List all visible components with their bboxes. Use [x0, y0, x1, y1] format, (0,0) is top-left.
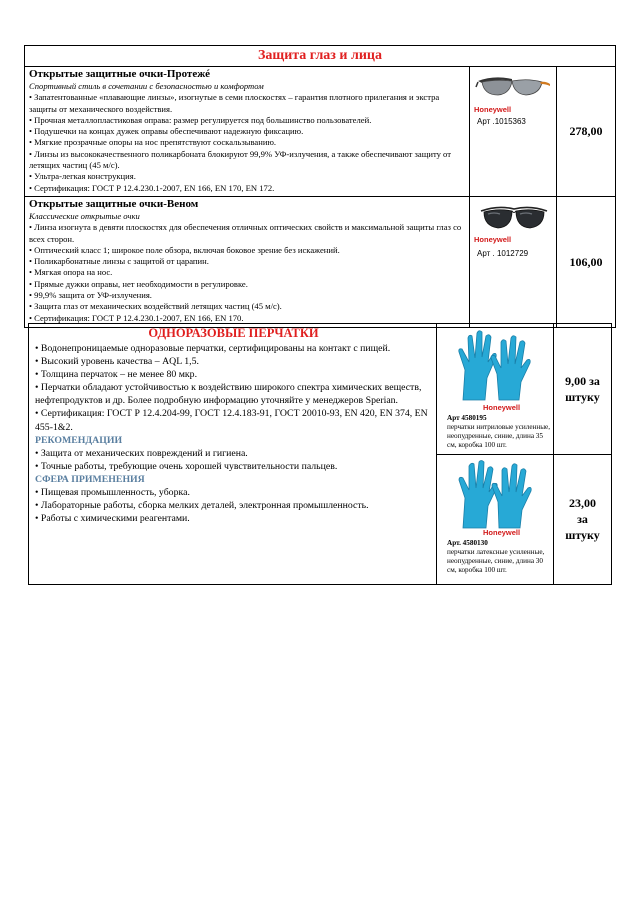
glove-cell-nitrile	[437, 324, 553, 454]
price-per: за	[577, 512, 588, 527]
disposable-gloves-table	[28, 323, 612, 585]
sport-glasses-image	[474, 72, 552, 102]
bullet: • Ультра-легкая конструкция.	[29, 171, 136, 182]
venom-glasses-image	[478, 201, 550, 235]
bullet: • Сертификация: ГОСТ Р 12.4.230.1-2007, EN 166, EN 170.	[29, 312, 244, 323]
bullet: • Подушечки на концах дужек оправы обеспечивают надежную фиксацию.	[29, 126, 304, 137]
bullet: • Мягкие прозрачные опоры на нос препятствуют соскальзыванию.	[29, 137, 277, 148]
bullet: • Мягкая опора на нос.	[29, 267, 113, 278]
bullet: • Оптический класс 1; широкое поле обзора, включая боковое зрение без искажений.	[29, 244, 340, 255]
product-row-protege	[25, 67, 615, 197]
bullet: • Запатентованные «плавающие линзы», изогнутые в семи плоскостях – гарантия плотного прилегания и экстра защиты от механического воздействия.	[29, 92, 440, 114]
product-price: 278,00	[556, 67, 615, 196]
application-header: СФЕРА ПРИМЕНЕНИЯ	[35, 473, 145, 485]
gloves-image-column	[436, 324, 553, 584]
gloves-price-column	[553, 324, 611, 584]
product-description	[25, 67, 469, 196]
price-latex	[554, 454, 611, 585]
price-value: 23,00	[569, 496, 596, 511]
bullet: • Линза изогнута в девяти плоскостях для обеспечения отличных оптических свойств и максимальной защиты глаз со всех сторон.	[29, 222, 462, 244]
product-description	[25, 197, 469, 327]
article-number: Арт 4580195	[447, 414, 487, 422]
honeywell-logo: Honeywell	[483, 527, 521, 537]
price-unit: штуку	[565, 528, 600, 543]
article-number: Арт .1015363	[477, 117, 526, 126]
bullet: • Работы с химическими реагентами.	[35, 513, 190, 525]
bullet: • Прямые дужки оправы, нет необходимости в регулировке.	[29, 278, 248, 289]
eye-protection-table	[24, 45, 616, 328]
product-subtitle: Классические открытые очки	[29, 211, 140, 221]
bullet: • Сертификация: ГОСТ Р 12.4.204-99, ГОСТ 12.4.183-91, ГОСТ 20010-93, EN 420, EN 374, EN 455-1&2.	[35, 408, 428, 433]
bullet: • Точные работы, требующие очень хорошей чувствительности пальцев.	[35, 460, 338, 472]
product-title: Открытые защитные очки-Протежé	[29, 68, 211, 80]
honeywell-logo: Honeywell	[483, 403, 521, 412]
glove-caption	[447, 539, 551, 575]
bullet: • Защита от механических повреждений и гигиена.	[35, 447, 248, 459]
glove-caption	[447, 414, 551, 450]
product-image-cell	[469, 197, 556, 327]
gloves-description	[29, 324, 436, 584]
bullet: • Прочная металлопластиковая оправа: размер регулируется под большинство пользователей.	[29, 114, 372, 125]
bullet: • Сертификация: ГОСТ Р 12.4.230.1-2007, EN 166, EN 170, EN 172.	[29, 182, 275, 193]
bullet: • Защита глаз от механических воздействий летящих частиц (45 м/с).	[29, 301, 282, 312]
bullet: • Линзы из высококачественного поликарбоната блокируют 99,9% УФ-излучения, а также обеспечивают защиту от летящих частиц (45 м/с).	[29, 148, 451, 171]
latex-gloves-image	[457, 458, 537, 530]
bullet: • Поликарбонатные линзы с защитой от царапин.	[29, 256, 209, 267]
glove-cell-latex	[437, 454, 553, 585]
article-number: Арт . 1012729	[477, 249, 529, 258]
section-title-gloves: ОДНОРАЗОВЫЕ ПЕРЧАТКИ	[148, 326, 319, 340]
bullet: • Водонепроницаемые одноразовые перчатки, сертифицированы на контакт с пищей.	[35, 343, 391, 354]
price-value: 9,00 за	[565, 373, 600, 388]
glove-description: перчатки нитриловые усиленные, неопудренные, синие, длина 35 см, коробка 100 шт.	[447, 423, 551, 449]
product-subtitle: Спортивный стиль в сочетании с безопасностью и комфортом	[29, 81, 264, 91]
bullet: • 99,9% защита от УФ-излучения.	[29, 290, 152, 301]
article-number: Арт. 4580130	[447, 538, 488, 547]
price-unit: штуку	[565, 389, 600, 404]
glove-description: перчатки латексные усиленные, неопудренные, синие, длина 30 см, коробка 100 шт.	[447, 547, 545, 574]
product-image-cell	[469, 67, 556, 196]
honeywell-logo: Honeywell	[474, 105, 512, 114]
recommendations-header: РЕКОМЕНДАЦИИ	[35, 434, 123, 446]
price-nitrile	[554, 324, 611, 454]
bullet: • Лабораторные работы, сборка мелких деталей, электронная промышленность.	[35, 500, 369, 512]
bullet: • Перчатки обладают устойчивостью к воздействию широкого спектра химических веществ, нефтепродуктов и др. Более подробную информацию уточняйте у менеджеров Sperian.	[35, 382, 422, 407]
section-title-eye-protection: Защита глаз и лица	[25, 46, 615, 67]
honeywell-logo: Honeywell	[474, 235, 512, 244]
bullet: • Высокий уровень качества – AQL 1,5.	[35, 356, 199, 368]
bullet: • Толщина перчаток – не менее 80 мкр.	[35, 369, 198, 381]
product-title: Открытые защитные очки-Веном	[29, 198, 199, 210]
product-price: 106,00	[556, 197, 615, 327]
bullet: • Пищевая промышленность, уборка.	[35, 487, 190, 499]
product-row-venom	[25, 197, 615, 328]
nitrile-gloves-image	[455, 328, 535, 403]
